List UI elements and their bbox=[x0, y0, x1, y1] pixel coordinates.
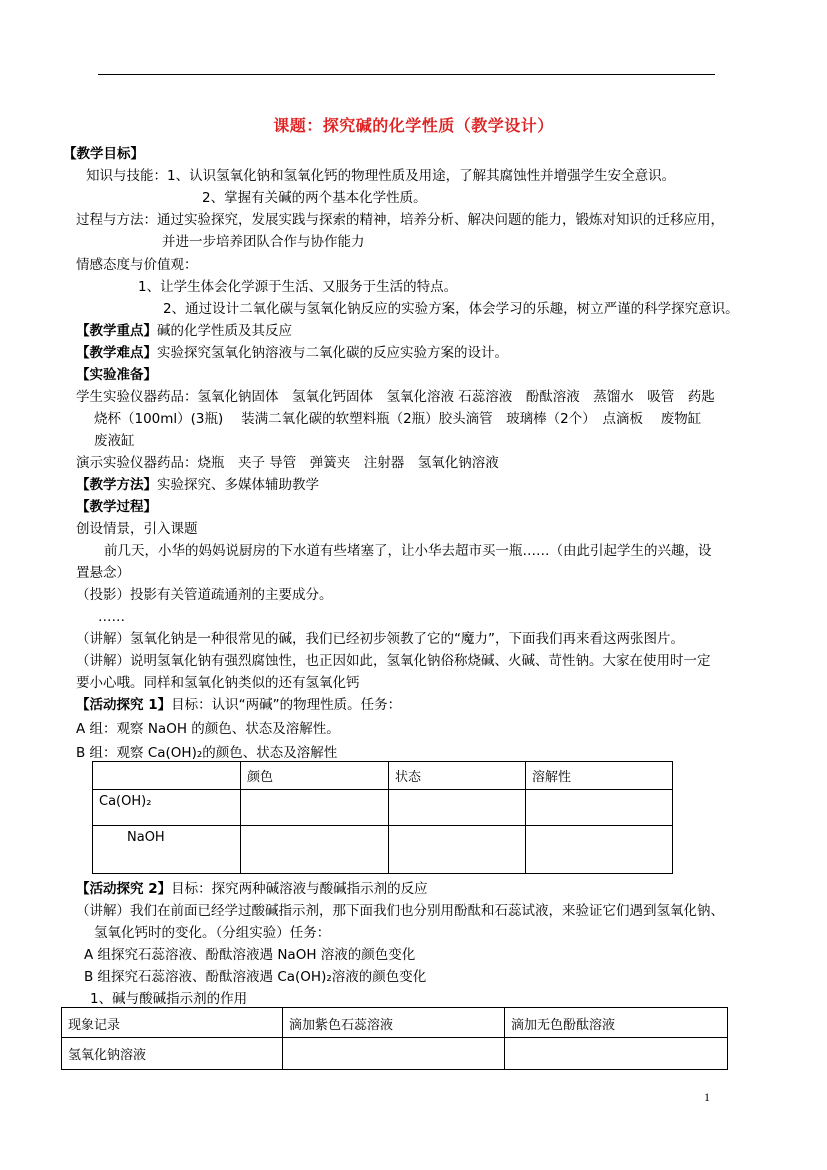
table2-cell bbox=[283, 1038, 505, 1070]
table1-cell bbox=[389, 826, 526, 874]
text-line: 要小心哦。同样和氢氧化钠类似的还有氢氧化钙 bbox=[76, 675, 360, 691]
table1-cell: NaOH bbox=[93, 826, 241, 874]
text-line: 【教学目标】 bbox=[63, 146, 144, 162]
text-line: 【教学重点】碱的化学性质及其反应 bbox=[76, 323, 292, 339]
table1-header-cell bbox=[93, 762, 241, 790]
text-line: 1、碱与酸碱指示剂的作用 bbox=[90, 991, 248, 1007]
text-line: 【活动探究 2】目标：探究两种碱溶液与酸碱指示剂的反应 bbox=[76, 881, 428, 897]
table1-cell bbox=[241, 826, 389, 874]
text-line: 创设情景，引入课题 bbox=[76, 521, 198, 537]
table-row bbox=[93, 826, 673, 874]
text-line: （讲解）说明氢氧化钠有强烈腐蚀性，也正因如此，氢氧化钠俗称烧碱、火碱、苛性钠。大家在使用时一定 bbox=[76, 653, 711, 669]
table1-header-cell: 状态 bbox=[389, 762, 526, 790]
text-line: 演示实验仪器药品：烧瓶 夹子 导管 弹簧夹 注射器 氢氧化钠溶液 bbox=[76, 455, 499, 471]
text-line: A 组探究石蕊溶液、酚酞溶液遇 NaOH 溶液的颜色变化 bbox=[84, 947, 416, 963]
text-line: …… bbox=[98, 609, 125, 625]
text-line: 2、通过设计二氧化碳与氢氧化钠反应的实验方案，体会学习的乐趣，树立严谨的科学探究意识。 bbox=[163, 301, 739, 317]
table2-header-cell: 滴加紫色石蕊溶液 bbox=[283, 1008, 505, 1038]
text-line: A 组：观察 NaOH 的颜色、状态及溶解性。 bbox=[76, 721, 340, 737]
table1-cell bbox=[389, 790, 526, 826]
table-row bbox=[62, 1038, 728, 1070]
text-line: 【教学过程】 bbox=[76, 499, 157, 515]
table1-header-cell: 溶解性 bbox=[526, 762, 673, 790]
text-line: B 组：观察 Ca(OH)₂的颜色、状态及溶解性 bbox=[76, 745, 338, 761]
text-line: （投影）投影有关管道疏通剂的主要成分。 bbox=[76, 587, 333, 603]
table1-cell bbox=[241, 790, 389, 826]
header-rule bbox=[98, 74, 715, 75]
document-title: 课题：探究碱的化学性质（教学设计） bbox=[273, 116, 554, 135]
table1-cell bbox=[526, 790, 673, 826]
table2-header-cell: 滴加无色酚酞溶液 bbox=[505, 1008, 728, 1038]
section-label: 【教学方法】 bbox=[76, 477, 157, 493]
text-line: 知识与技能：1、认识氢氧化钠和氢氧化钙的物理性质及用途，了解其腐蚀性并增强学生安全意识。 bbox=[86, 168, 676, 184]
section-label: 【活动探究 2】 bbox=[76, 881, 172, 897]
table1-cell: Ca(OH)₂ bbox=[93, 790, 241, 826]
text-line: 并进一步培养团队合作与协作能力 bbox=[162, 234, 365, 250]
text-line: 【活动探究 1】目标：认识“两碱”的物理性质。任务： bbox=[76, 697, 402, 713]
text-line: （讲解）氢氧化钠是一种很常见的碱，我们已经初步领教了它的“魔力”，下面我们再来看这两张图片。 bbox=[76, 631, 684, 647]
text-line: 学生实验仪器药品：氢氧化钠固体 氢氧化钙固体 氢氧化溶液 石蕊溶液 酚酞溶液 蒸馏水 吸管 药匙 bbox=[76, 389, 715, 405]
text-line: 烧杯（100ml）(3瓶) 装满二氧化碳的软塑料瓶（2瓶）胶头滴管 玻璃棒（2个） 点滴板 废物缸 bbox=[94, 411, 702, 427]
table2-header-cell: 现象记录 bbox=[62, 1008, 283, 1038]
physical-properties-table bbox=[92, 761, 673, 874]
table2-cell: 氢氧化钠溶液 bbox=[62, 1038, 283, 1070]
text-line: 【教学难点】实验探究氢氧化钠溶液与二氧化碳的反应实验方案的设计。 bbox=[76, 345, 508, 361]
text-line: 情感态度与价值观： bbox=[76, 257, 198, 273]
section-label: 【教学难点】 bbox=[76, 345, 157, 361]
table1-header-cell: 颜色 bbox=[241, 762, 389, 790]
page-number: 1 bbox=[704, 1090, 710, 1104]
section-label: 【教学重点】 bbox=[76, 323, 157, 339]
text-line: 废液缸 bbox=[94, 433, 135, 449]
table-row bbox=[93, 790, 673, 826]
text-line: 过程与方法：通过实验探究，发展实践与探索的精神，培养分析、解决问题的能力，锻炼对知识的迁移应用， bbox=[76, 212, 724, 228]
text-line: （讲解）我们在前面已经学过酸碱指示剂，那下面我们也分别用酚酞和石蕊试液，来验证它们遇到氢氧化钠、 bbox=[76, 903, 724, 919]
text-line: 1、让学生体会化学源于生活、又服务于生活的特点。 bbox=[138, 279, 458, 295]
table1-cell bbox=[526, 826, 673, 874]
text-line: 2、掌握有关碱的两个基本化学性质。 bbox=[202, 190, 427, 206]
text-line: 置悬念） bbox=[76, 565, 130, 581]
section-label: 【活动探究 1】 bbox=[76, 697, 172, 713]
text-line: 【教学方法】实验探究、多媒体辅助教学 bbox=[76, 477, 319, 493]
indicator-table bbox=[61, 1007, 728, 1070]
text-line: 氢氧化钙时的变化。（分组实验）任务： bbox=[94, 925, 331, 941]
text-line: 前几天，小华的妈妈说厨房的下水道有些堵塞了，让小华去超市买一瓶……（由此引起学生的兴趣，设 bbox=[104, 543, 712, 559]
table2-cell bbox=[505, 1038, 728, 1070]
text-line: 【实验准备】 bbox=[76, 367, 157, 383]
text-line: B 组探究石蕊溶液、酚酞溶液遇 Ca(OH)₂溶液的颜色变化 bbox=[84, 969, 427, 985]
